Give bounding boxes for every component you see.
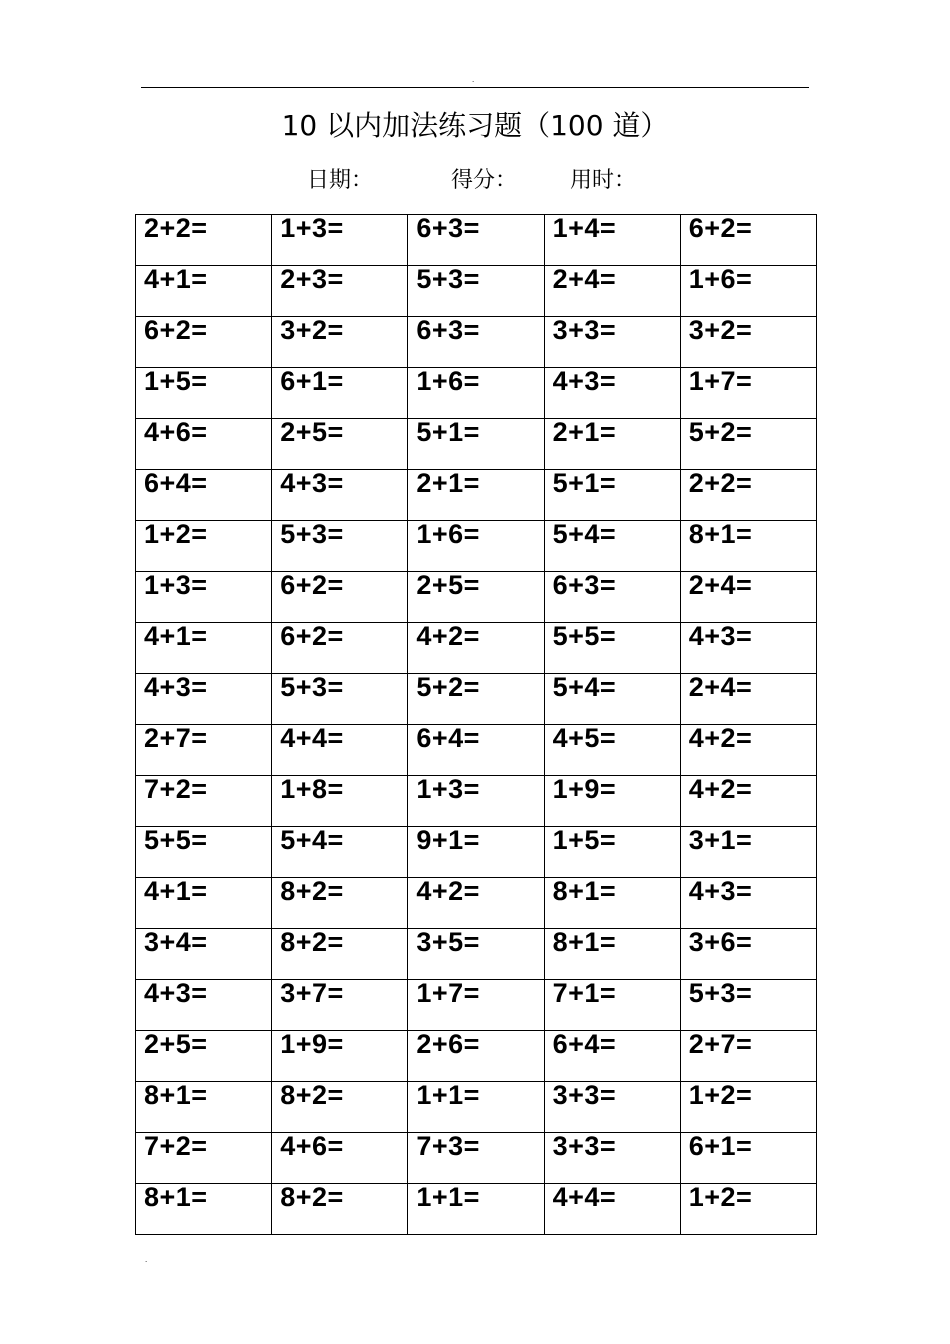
problem-cell: 5+3= xyxy=(408,266,544,317)
problem-cell: 4+2= xyxy=(408,878,544,929)
problem-cell: 1+2= xyxy=(680,1184,816,1235)
problem-cell: 1+2= xyxy=(680,1082,816,1133)
problem-cell: 4+5= xyxy=(544,725,680,776)
problem-cell: 1+4= xyxy=(544,215,680,266)
problem-cell: 5+1= xyxy=(544,470,680,521)
problem-cell: 2+1= xyxy=(408,470,544,521)
footer-dot: . xyxy=(145,1255,148,1264)
problem-cell: 8+1= xyxy=(136,1184,272,1235)
time-label: 用时： xyxy=(570,168,637,193)
problem-cell: 4+3= xyxy=(136,980,272,1031)
problem-cell: 4+3= xyxy=(680,623,816,674)
problem-row xyxy=(136,317,817,368)
problem-grid-body xyxy=(136,215,817,1235)
problem-cell: 3+7= xyxy=(272,980,408,1031)
problem-row xyxy=(136,266,817,317)
problem-cell: 6+3= xyxy=(408,215,544,266)
problem-cell: 1+9= xyxy=(272,1031,408,1082)
problem-cell: 4+6= xyxy=(272,1133,408,1184)
problem-cell: 4+1= xyxy=(136,878,272,929)
date-label: 日期： xyxy=(307,168,374,193)
header-dot: . xyxy=(472,75,475,84)
problem-cell: 7+3= xyxy=(408,1133,544,1184)
problem-cell: 1+6= xyxy=(408,368,544,419)
problem-cell: 2+6= xyxy=(408,1031,544,1082)
problem-cell: 8+2= xyxy=(272,878,408,929)
problem-cell: 3+2= xyxy=(680,317,816,368)
problem-cell: 5+3= xyxy=(272,674,408,725)
problem-cell: 1+9= xyxy=(544,776,680,827)
problem-cell: 2+3= xyxy=(272,266,408,317)
problem-cell: 6+4= xyxy=(408,725,544,776)
problem-cell: 1+1= xyxy=(408,1082,544,1133)
problem-cell: 2+5= xyxy=(408,572,544,623)
problem-row xyxy=(136,623,817,674)
problem-cell: 1+6= xyxy=(408,521,544,572)
problem-cell: 1+3= xyxy=(272,215,408,266)
problem-row xyxy=(136,827,817,878)
problem-cell: 2+2= xyxy=(136,215,272,266)
problem-cell: 8+1= xyxy=(136,1082,272,1133)
problem-cell: 4+3= xyxy=(680,878,816,929)
problem-cell: 4+2= xyxy=(680,776,816,827)
problem-cell: 5+2= xyxy=(680,419,816,470)
problem-row xyxy=(136,674,817,725)
problem-cell: 3+3= xyxy=(544,317,680,368)
problem-cell: 4+4= xyxy=(272,725,408,776)
problem-cell: 2+5= xyxy=(272,419,408,470)
problem-cell: 1+6= xyxy=(680,266,816,317)
problem-cell: 1+2= xyxy=(136,521,272,572)
problem-cell: 3+1= xyxy=(680,827,816,878)
problem-row xyxy=(136,1184,817,1235)
problem-cell: 6+4= xyxy=(544,1031,680,1082)
problem-cell: 1+7= xyxy=(680,368,816,419)
problem-row xyxy=(136,470,817,521)
problem-cell: 6+4= xyxy=(136,470,272,521)
problem-row xyxy=(136,878,817,929)
problem-cell: 4+3= xyxy=(544,368,680,419)
problem-cell: 6+3= xyxy=(408,317,544,368)
page-title: 10 以内加法练习题（100 道） xyxy=(281,109,669,142)
header-rule xyxy=(141,87,809,88)
problem-cell: 6+2= xyxy=(272,572,408,623)
problem-row xyxy=(136,572,817,623)
problem-cell: 5+5= xyxy=(544,623,680,674)
problem-row xyxy=(136,419,817,470)
problem-cell: 5+5= xyxy=(136,827,272,878)
problem-cell: 1+5= xyxy=(544,827,680,878)
problem-cell: 3+5= xyxy=(408,929,544,980)
problem-cell: 7+2= xyxy=(136,776,272,827)
problem-row xyxy=(136,1031,817,1082)
problem-cell: 7+2= xyxy=(136,1133,272,1184)
problem-row xyxy=(136,1082,817,1133)
problem-cell: 6+2= xyxy=(136,317,272,368)
problem-cell: 1+3= xyxy=(408,776,544,827)
problem-cell: 4+3= xyxy=(136,674,272,725)
problem-cell: 4+2= xyxy=(680,725,816,776)
problem-cell: 6+2= xyxy=(680,215,816,266)
problem-cell: 5+2= xyxy=(408,674,544,725)
problem-cell: 8+1= xyxy=(680,521,816,572)
problem-cell: 4+1= xyxy=(136,623,272,674)
problem-cell: 8+2= xyxy=(272,1184,408,1235)
problem-cell: 6+3= xyxy=(544,572,680,623)
problem-row xyxy=(136,725,817,776)
problem-cell: 1+1= xyxy=(408,1184,544,1235)
problem-cell: 1+7= xyxy=(408,980,544,1031)
problem-cell: 2+5= xyxy=(136,1031,272,1082)
problem-cell: 5+1= xyxy=(408,419,544,470)
problem-cell: 2+7= xyxy=(680,1031,816,1082)
problem-cell: 4+3= xyxy=(272,470,408,521)
problem-cell: 4+1= xyxy=(136,266,272,317)
problem-cell: 5+3= xyxy=(272,521,408,572)
problem-cell: 2+4= xyxy=(544,266,680,317)
problem-row xyxy=(136,980,817,1031)
problem-row xyxy=(136,521,817,572)
score-label: 得分： xyxy=(451,168,518,193)
problem-cell: 2+4= xyxy=(680,674,816,725)
problem-cell: 1+8= xyxy=(272,776,408,827)
problem-cell: 6+1= xyxy=(272,368,408,419)
problem-cell: 1+5= xyxy=(136,368,272,419)
problem-cell: 4+4= xyxy=(544,1184,680,1235)
problem-cell: 5+4= xyxy=(544,521,680,572)
problem-cell: 2+7= xyxy=(136,725,272,776)
problem-cell: 4+6= xyxy=(136,419,272,470)
problem-cell: 6+2= xyxy=(272,623,408,674)
problem-cell: 6+1= xyxy=(680,1133,816,1184)
problem-cell: 2+2= xyxy=(680,470,816,521)
problem-cell: 1+3= xyxy=(136,572,272,623)
problem-cell: 3+2= xyxy=(272,317,408,368)
problem-row xyxy=(136,929,817,980)
problem-row xyxy=(136,1133,817,1184)
problem-cell: 3+3= xyxy=(544,1133,680,1184)
problem-row xyxy=(136,215,817,266)
problem-cell: 8+2= xyxy=(272,929,408,980)
problem-cell: 9+1= xyxy=(408,827,544,878)
problem-cell: 5+4= xyxy=(272,827,408,878)
problem-grid xyxy=(135,214,817,1235)
problem-cell: 2+1= xyxy=(544,419,680,470)
problem-row xyxy=(136,776,817,827)
problem-cell: 3+4= xyxy=(136,929,272,980)
problem-cell: 7+1= xyxy=(544,980,680,1031)
problem-cell: 4+2= xyxy=(408,623,544,674)
problem-cell: 3+6= xyxy=(680,929,816,980)
problem-cell: 5+3= xyxy=(680,980,816,1031)
problem-cell: 8+1= xyxy=(544,878,680,929)
problem-cell: 5+4= xyxy=(544,674,680,725)
problem-cell: 8+2= xyxy=(272,1082,408,1133)
problem-row xyxy=(136,368,817,419)
problem-cell: 3+3= xyxy=(544,1082,680,1133)
problem-cell: 2+4= xyxy=(680,572,816,623)
problem-cell: 8+1= xyxy=(544,929,680,980)
